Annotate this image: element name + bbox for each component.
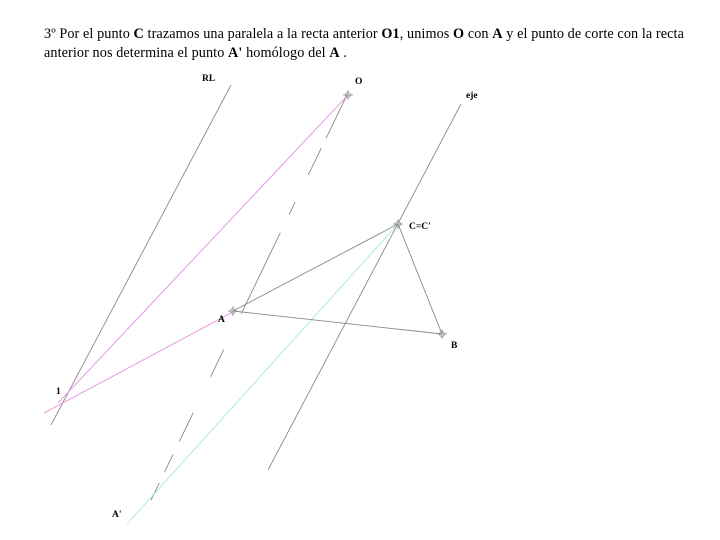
- label-eje: eje: [466, 91, 478, 101]
- label-1: 1: [56, 387, 61, 397]
- label-b: B: [451, 341, 458, 351]
- instruction-text: 3º Por el punto C trazamos una paralela a la recta anterior O1, unimos O con A y el punto de corte con la recta anterior nos determina el punto A' homólogo del A .: [44, 26, 684, 61]
- label-a-prime: A': [112, 510, 122, 520]
- point-b-marker: [437, 329, 447, 339]
- parallel-line-through-o: [151, 95, 347, 500]
- triangle-side-cb: [398, 224, 442, 334]
- label-a: A: [218, 315, 225, 325]
- magenta-line-o-to-1: [58, 95, 348, 403]
- axis-line-eje: [268, 104, 461, 470]
- label-c: C=C': [409, 222, 431, 232]
- triangle-side-ab: [233, 311, 442, 334]
- label-o: O: [355, 77, 363, 87]
- limit-line-rl: [51, 85, 231, 425]
- triangle-side-ac: [233, 224, 398, 311]
- point-a-marker: [228, 306, 238, 316]
- magenta-line-a-to-1: [44, 312, 233, 413]
- label-rl: RL: [202, 74, 216, 84]
